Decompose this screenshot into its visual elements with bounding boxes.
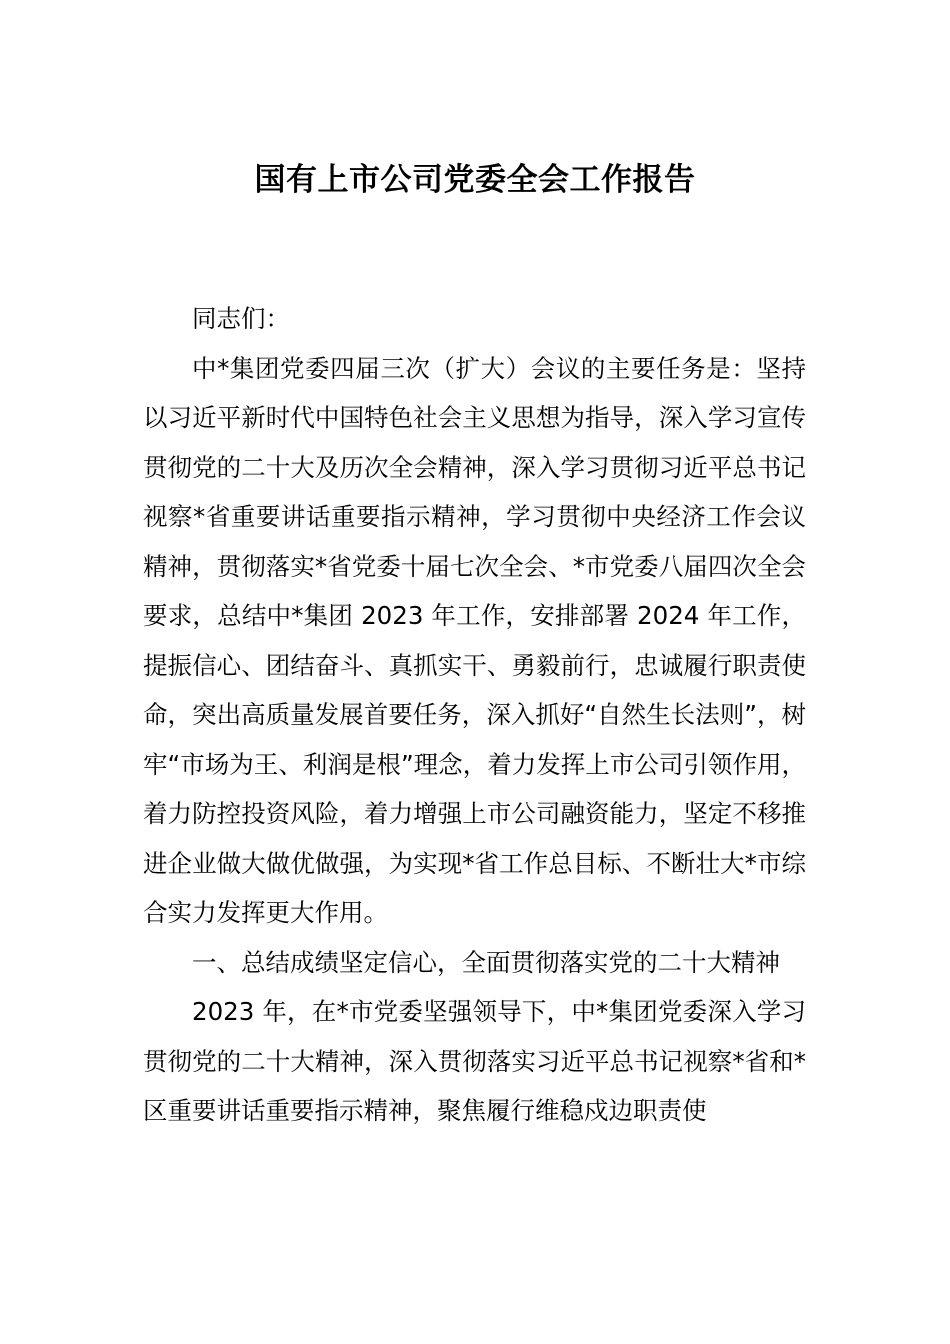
section-heading-1: 一、总结成绩坚定信心，全面贯彻落实党的二十大精神 bbox=[192, 947, 780, 977]
paragraph-intro: 中*集团党委四届三次（扩大）会议的主要任务是：坚持以习近平新时代中国特色社会主义思想为指导，深入学习宣传贯彻党的二十大及历次全会精神，深入学习贯彻习近平总书记视察*省重要讲话重要指示精神，学习贯彻中央经济工作会议精神，贯彻落实*省党委十届七次全会、*市党委八届四次全会要求，总结中*集团 2023 年工作，安排部署 2024 年工作，提振信心、团结奋斗、真抓实干、勇毅前行，忠诚履行职责使命，突出高质量发展首要任务，深入抓好“自然生长法则”，树牢“市场为王、利润是根”理念，着力发挥上市公司引领作用，着力防控投资风险，着力增强上市公司融资能力，坚定不移推进企业做大做优做强，为实现*省工作总目标、不断壮大*市综合实力发挥更大作用。 bbox=[143, 353, 806, 927]
document-title: 国有上市公司党委全会工作报告 bbox=[254, 162, 696, 198]
paragraph-2023: 2023 年，在*市党委坚强领导下，中*集团党委深入学习贯彻党的二十大精神，深入贯彻落实习近平总书记视察*省和*区重要讲话重要指示精神，聚焦履行维稳戍边职责使 bbox=[143, 997, 806, 1125]
salutation: 同志们： bbox=[192, 304, 290, 333]
document-body bbox=[143, 294, 806, 1136]
